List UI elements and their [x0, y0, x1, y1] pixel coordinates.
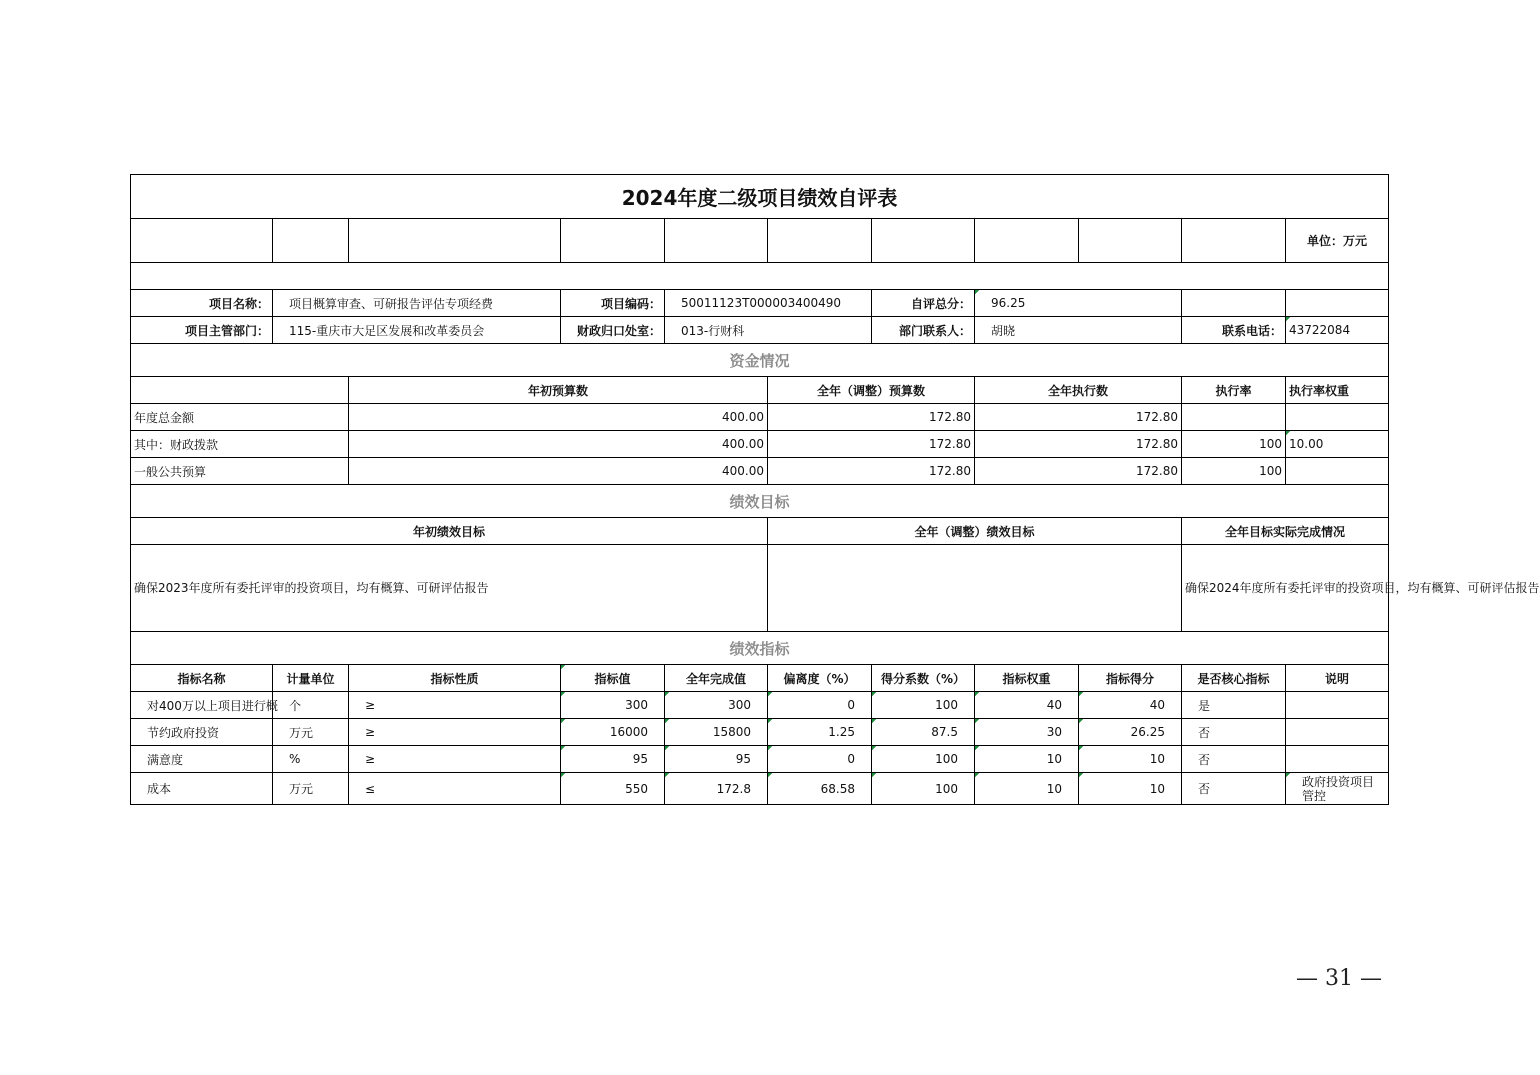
ind-coef: 87.5	[872, 719, 975, 746]
ind-header-weight: 指标权重	[975, 665, 1079, 692]
ind-done: 95	[665, 746, 768, 773]
ind-nature: ≥	[349, 719, 561, 746]
ind-header-done: 全年完成值	[665, 665, 768, 692]
ind-header-unit: 计量单位	[273, 665, 349, 692]
contact-label: 部门联系人：	[872, 317, 975, 344]
performance-table	[130, 174, 1540, 805]
ind-note: 政府投资项目管控	[1286, 773, 1389, 805]
table-row	[131, 773, 1389, 805]
ind-coef: 100	[872, 773, 975, 805]
finance-label: 财政归口处室：	[561, 317, 665, 344]
empty-cell	[131, 219, 273, 263]
table-row	[131, 431, 1389, 458]
dept-label: 项目主管部门：	[131, 317, 273, 344]
ind-header-nature: 指标性质	[349, 665, 561, 692]
funds-weight	[1286, 458, 1389, 485]
empty-cell	[561, 219, 665, 263]
ind-unit: 个	[273, 692, 349, 719]
ind-target: 300	[561, 692, 665, 719]
funds-adjusted: 172.80	[768, 458, 975, 485]
ind-core: 否	[1182, 773, 1286, 805]
table-row	[131, 746, 1389, 773]
phone-label: 联系电话：	[1182, 317, 1286, 344]
ind-target: 95	[561, 746, 665, 773]
ind-score: 40	[1079, 692, 1182, 719]
funds-section-title: 资金情况	[131, 344, 1389, 377]
ind-done: 172.8	[665, 773, 768, 805]
funds-adjusted: 172.80	[768, 404, 975, 431]
ind-header-target: 指标值	[561, 665, 665, 692]
goal-actual-text: 确保2024年度所有委托评审的投资项目，均有概算、可研评估报告	[1182, 545, 1389, 632]
unit-label: 单位：万元	[1286, 219, 1389, 263]
score-value: 96.25	[975, 290, 1182, 317]
goals-header-initial: 年初绩效目标	[131, 518, 768, 545]
funds-weight	[1286, 404, 1389, 431]
ind-score: 10	[1079, 773, 1182, 805]
ind-nature: ≤	[349, 773, 561, 805]
empty-cell	[975, 219, 1079, 263]
ind-name: 对400万以上项目进行概	[131, 692, 273, 719]
ind-unit: 万元	[273, 719, 349, 746]
ind-weight: 10	[975, 746, 1079, 773]
ind-header-coef: 得分系数（%）	[872, 665, 975, 692]
ind-nature: ≥	[349, 692, 561, 719]
ind-header-score: 指标得分	[1079, 665, 1182, 692]
empty-cell	[1079, 219, 1182, 263]
funds-rate	[1182, 404, 1286, 431]
empty-cell	[349, 219, 561, 263]
funds-header-weight: 执行率权重	[1286, 377, 1389, 404]
funds-row-label: 其中：财政拨款	[131, 431, 349, 458]
funds-row-label: 年度总金额	[131, 404, 349, 431]
ind-deviation: 0	[768, 692, 872, 719]
goals-section-title: 绩效目标	[131, 485, 1389, 518]
ind-name: 节约政府投资	[131, 719, 273, 746]
funds-weight: 10.00	[1286, 431, 1389, 458]
funds-adjusted: 172.80	[768, 431, 975, 458]
score-label: 自评总分：	[872, 290, 975, 317]
empty-cell	[768, 219, 872, 263]
finance-value: 013-行财科	[665, 317, 872, 344]
ind-header-name: 指标名称	[131, 665, 273, 692]
ind-header-deviation: 偏离度（%）	[768, 665, 872, 692]
table-row	[131, 719, 1389, 746]
ind-unit: %	[273, 746, 349, 773]
funds-header-executed: 全年执行数	[975, 377, 1182, 404]
goals-header-adjusted: 全年（调整）绩效目标	[768, 518, 1182, 545]
ind-header-core: 是否核心指标	[1182, 665, 1286, 692]
ind-name: 满意度	[131, 746, 273, 773]
empty-cell	[1182, 219, 1286, 263]
ind-unit: 万元	[273, 773, 349, 805]
ind-note	[1286, 746, 1389, 773]
empty-cell	[1286, 290, 1389, 317]
funds-header-adjusted: 全年（调整）预算数	[768, 377, 975, 404]
funds-rate: 100	[1182, 458, 1286, 485]
project-code-value: 50011123T000003400490	[665, 290, 872, 317]
project-code-label: 项目编码：	[561, 290, 665, 317]
table-row	[131, 692, 1389, 719]
ind-note	[1286, 692, 1389, 719]
page-number: — 31 —	[1296, 966, 1382, 991]
funds-header-initial: 年初预算数	[349, 377, 768, 404]
ind-core: 是	[1182, 692, 1286, 719]
phone-value: 43722084	[1286, 317, 1389, 344]
funds-executed: 172.80	[975, 431, 1182, 458]
funds-initial: 400.00	[349, 431, 768, 458]
ind-deviation: 1.25	[768, 719, 872, 746]
ind-core: 否	[1182, 719, 1286, 746]
ind-done: 300	[665, 692, 768, 719]
ind-score: 26.25	[1079, 719, 1182, 746]
blank-row	[131, 263, 1389, 290]
goal-initial-text: 确保2023年度所有委托评审的投资项目，均有概算、可研评估报告	[131, 545, 768, 632]
project-name-label: 项目名称：	[131, 290, 273, 317]
ind-score: 10	[1079, 746, 1182, 773]
goals-header-actual: 全年目标实际完成情况	[1182, 518, 1389, 545]
ind-weight: 30	[975, 719, 1079, 746]
ind-coef: 100	[872, 746, 975, 773]
funds-initial: 400.00	[349, 458, 768, 485]
empty-cell	[872, 219, 975, 263]
funds-executed: 172.80	[975, 458, 1182, 485]
ind-done: 15800	[665, 719, 768, 746]
table-row	[131, 404, 1389, 431]
ind-target: 16000	[561, 719, 665, 746]
ind-deviation: 0	[768, 746, 872, 773]
ind-target: 550	[561, 773, 665, 805]
ind-deviation: 68.58	[768, 773, 872, 805]
ind-weight: 40	[975, 692, 1079, 719]
table-title: 2024年度二级项目绩效自评表	[131, 175, 1389, 219]
indicators-section-title: 绩效指标	[131, 632, 1389, 665]
empty-cell	[1182, 290, 1286, 317]
ind-core: 否	[1182, 746, 1286, 773]
dept-value: 115-重庆市大足区发展和改革委员会	[273, 317, 561, 344]
empty-cell	[131, 377, 349, 404]
funds-initial: 400.00	[349, 404, 768, 431]
contact-value: 胡晓	[975, 317, 1182, 344]
ind-weight: 10	[975, 773, 1079, 805]
funds-executed: 172.80	[975, 404, 1182, 431]
funds-rate: 100	[1182, 431, 1286, 458]
ind-header-note: 说明	[1286, 665, 1389, 692]
ind-name: 成本	[131, 773, 273, 805]
ind-nature: ≥	[349, 746, 561, 773]
empty-cell	[665, 219, 768, 263]
ind-coef: 100	[872, 692, 975, 719]
goal-adjusted-text	[768, 545, 1182, 632]
project-name-value: 项目概算审查、可研报告评估专项经费	[273, 290, 561, 317]
funds-header-rate: 执行率	[1182, 377, 1286, 404]
ind-note	[1286, 719, 1389, 746]
empty-cell	[273, 219, 349, 263]
table-row	[131, 458, 1389, 485]
funds-row-label: 一般公共预算	[131, 458, 349, 485]
